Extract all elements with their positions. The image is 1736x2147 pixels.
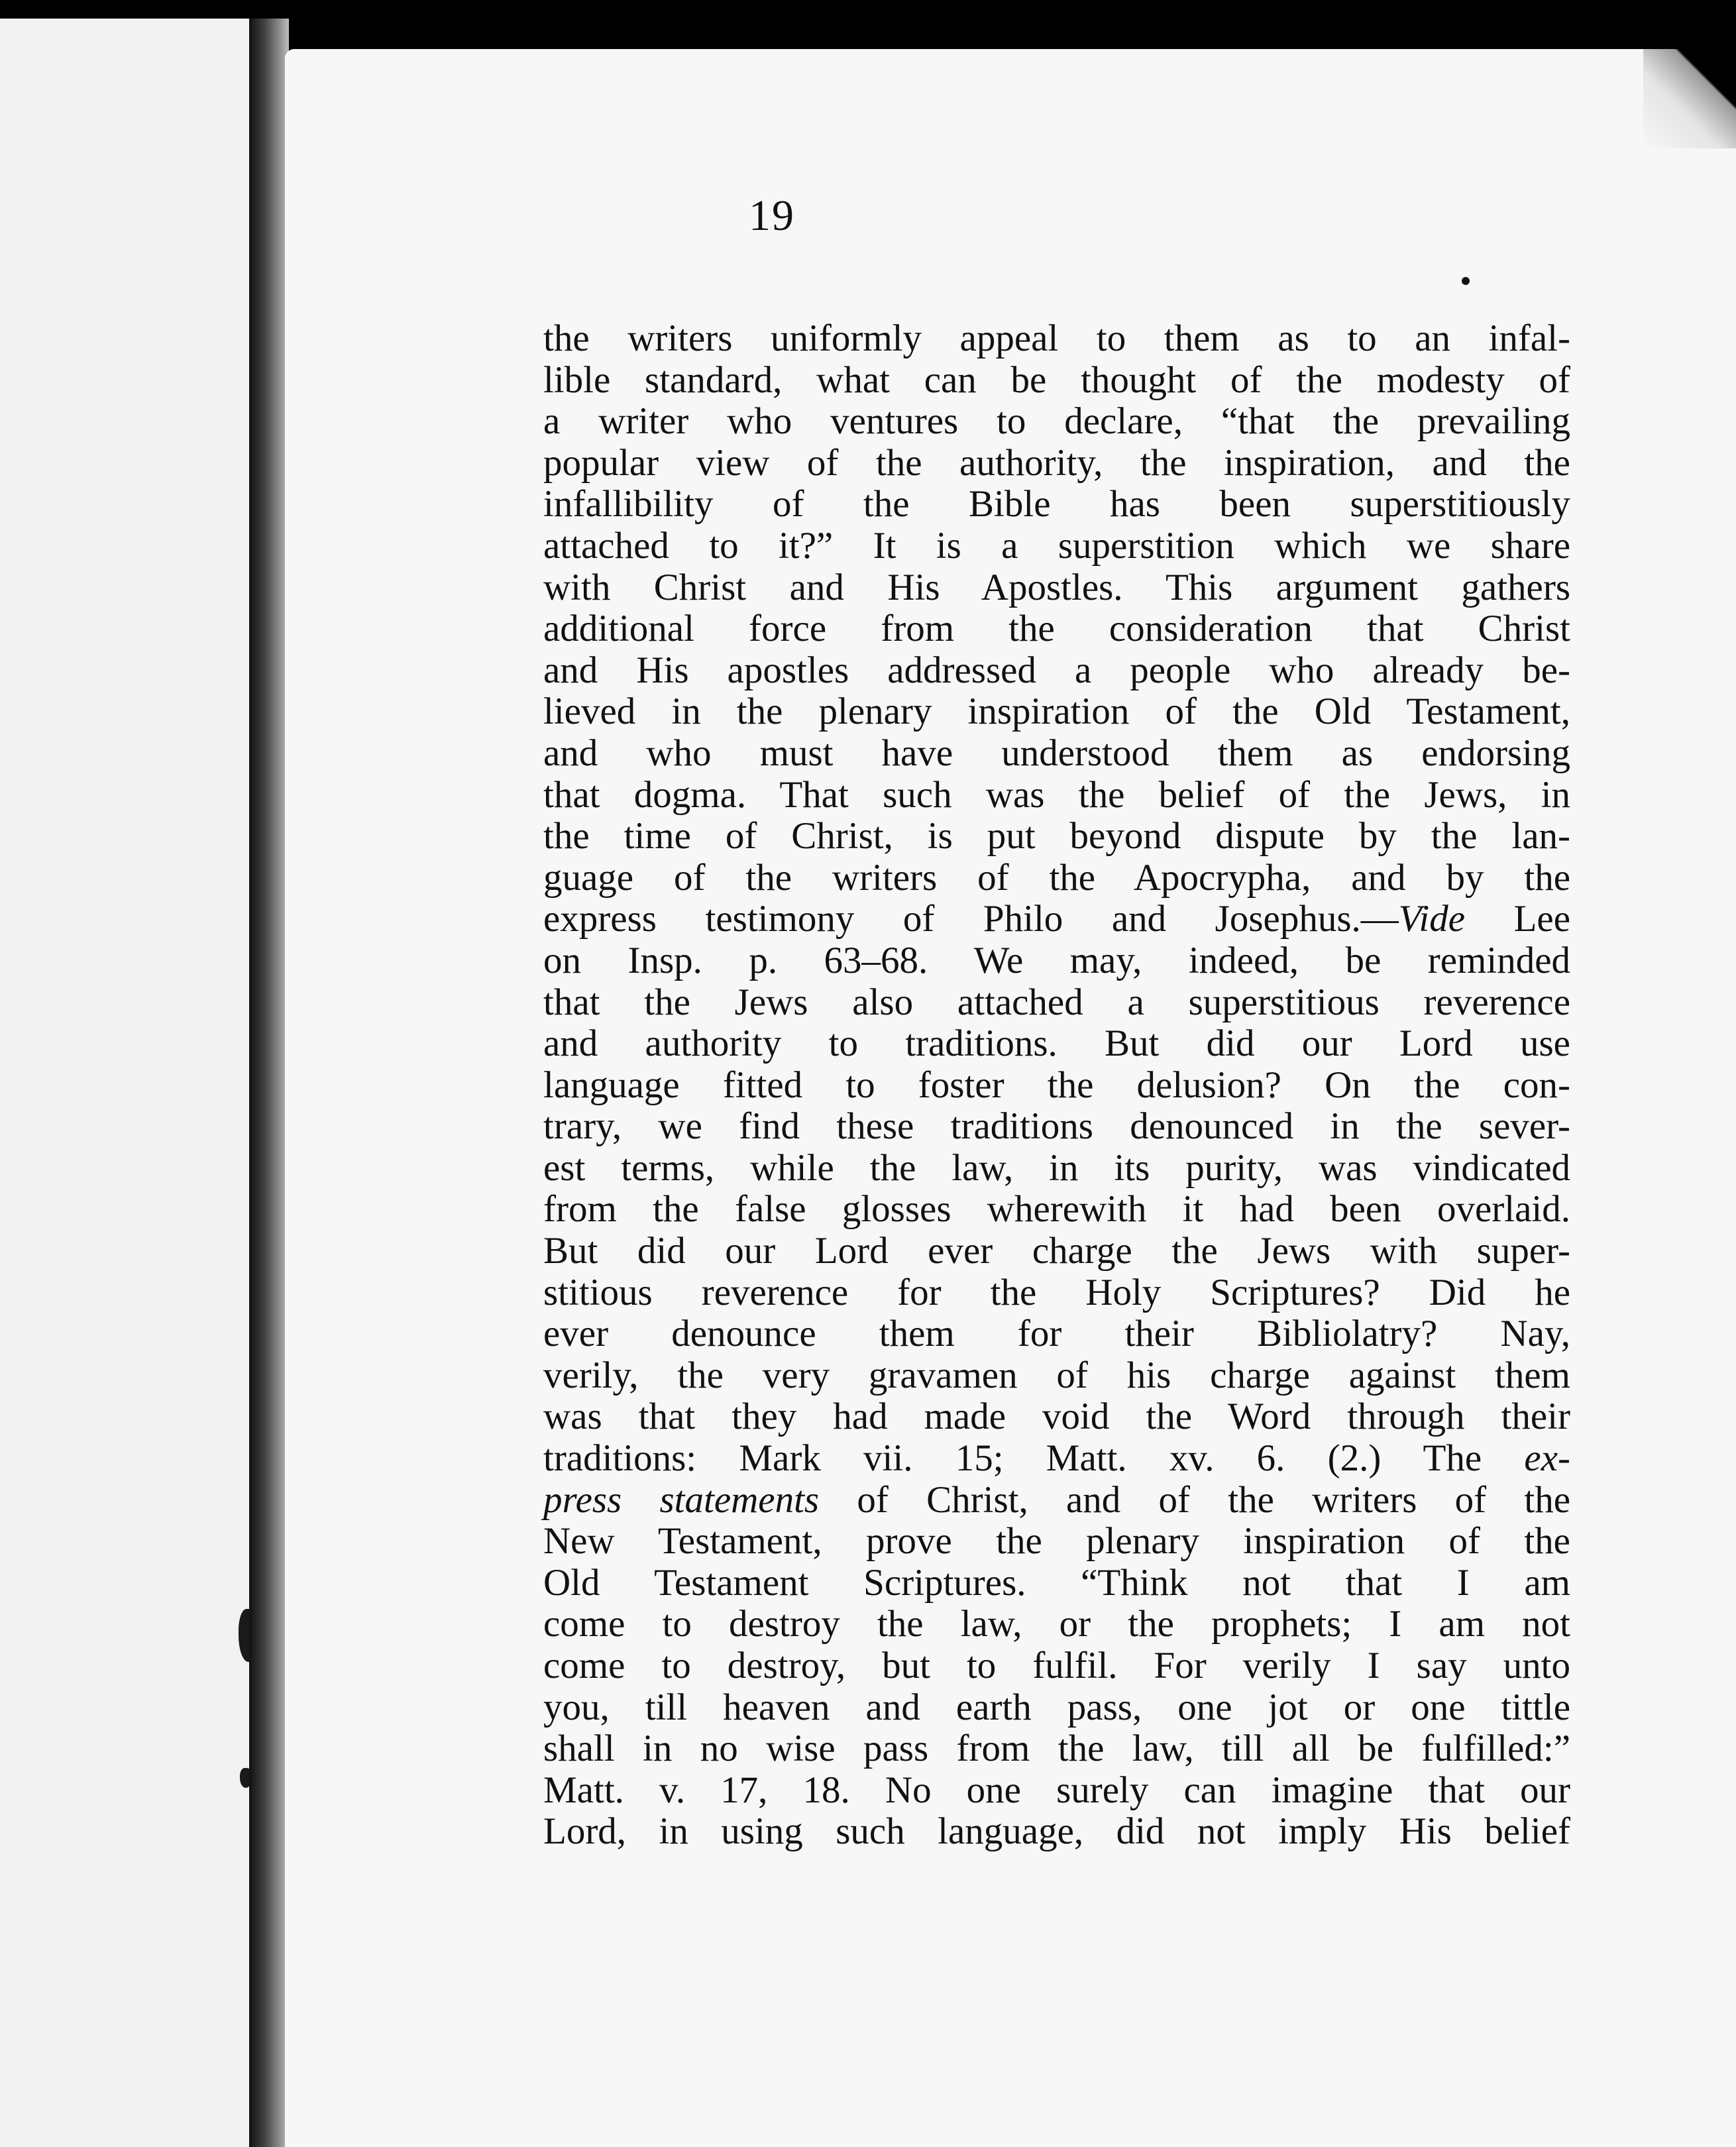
text-line: infallibility of the Bible has been superstitiously [543, 483, 1570, 525]
text-line: ever denounce them for their Bibliolatry? Nay, [543, 1313, 1570, 1355]
ink-speck [1462, 277, 1470, 285]
italic-express-start: ex- [1524, 1437, 1571, 1480]
text-line: New Testament, prove the plenary inspiration of the [543, 1520, 1570, 1563]
text-line [543, 1438, 1570, 1480]
text-line: trary, we find these traditions denounced in the sever- [543, 1105, 1570, 1148]
text-line [543, 1480, 1570, 1521]
text-fragment: traditions: Mark vii. 15; Matt. xv. 6. (2.) The [543, 1437, 1482, 1480]
page-number: 19 [749, 192, 795, 240]
text-line: popular view of the authority, the inspiration, and the [543, 441, 1570, 484]
italic-express-end: press statements [543, 1478, 820, 1521]
page-body-text [543, 318, 1570, 1853]
text-line: on Insp. p. 63–68. We may, indeed, be reminded [543, 939, 1570, 981]
text-line: est terms, while the law, in its purity, was vindicated [543, 1146, 1570, 1189]
text-line: and His apostles addressed a people who already be- [543, 649, 1570, 691]
text-fragment: of Christ, and of the writers of the [857, 1478, 1571, 1521]
text-line: guage of the writers of the Apocrypha, and by the [543, 856, 1570, 899]
text-line: But did our Lord ever charge the Jews with super- [543, 1230, 1570, 1272]
text-line: was that they had made void the Word through their [543, 1396, 1570, 1438]
text-line: and authority to traditions. But did our Lord use [543, 1022, 1570, 1065]
text-line: come to destroy, but to fulfil. For verily I say unto [543, 1645, 1570, 1686]
text-line: you, till heaven and earth pass, one jot or one tittle [543, 1686, 1570, 1728]
text-line: that dogma. That such was the belief of the Jews, in [543, 773, 1570, 816]
text-line: the time of Christ, is put beyond dispute by the lan- [543, 815, 1570, 857]
text-line: and who must have understood them as endorsing [543, 732, 1570, 774]
text-line: a writer who ventures to declare, “that the prevailing [543, 400, 1570, 443]
book-gutter [249, 19, 289, 2147]
page-corner-fold [1643, 49, 1736, 148]
text-line: come to destroy the law, or the prophets; I am not [543, 1603, 1570, 1645]
text-line: verily, the very gravamen of his charge against them [543, 1354, 1570, 1396]
text-fragment: express testimony of Philo and Josephus.— [543, 898, 1399, 940]
text-line: lieved in the plenary inspiration of the Old Testament, [543, 690, 1570, 733]
text-line: Matt. v. 17, 18. No one surely can imagine that our [543, 1769, 1570, 1811]
text-line: Lord, in using such language, did not imply His belief [543, 1810, 1570, 1853]
text-line: language fitted to foster the delusion? On the con- [543, 1064, 1570, 1106]
text-line: from the false glosses wherewith it had been overlaid. [543, 1188, 1570, 1231]
text-line [543, 899, 1570, 940]
text-line: stitious reverence for the Holy Scriptures? Did he [543, 1271, 1570, 1313]
italic-vide: Vide [1398, 898, 1466, 940]
text-line: shall in no wise pass from the law, till all be fulfilled:” [543, 1728, 1570, 1770]
text-line: with Christ and His Apostles. This argument gathers [543, 566, 1570, 608]
text-fragment: Lee [1465, 898, 1570, 940]
text-line: attached to it?” It is a superstition which we share [543, 524, 1570, 567]
text-line: Old Testament Scriptures. “Think not that I am [543, 1561, 1570, 1604]
text-line: additional force from the consideration that Christ [543, 608, 1570, 650]
text-line: that the Jews also attached a superstitious reverence [543, 981, 1570, 1023]
facing-page [0, 19, 268, 2147]
text-line: lible standard, what can be thought of the modesty of [543, 358, 1570, 401]
text-line: the writers uniformly appeal to them as to an infal- [543, 317, 1570, 359]
